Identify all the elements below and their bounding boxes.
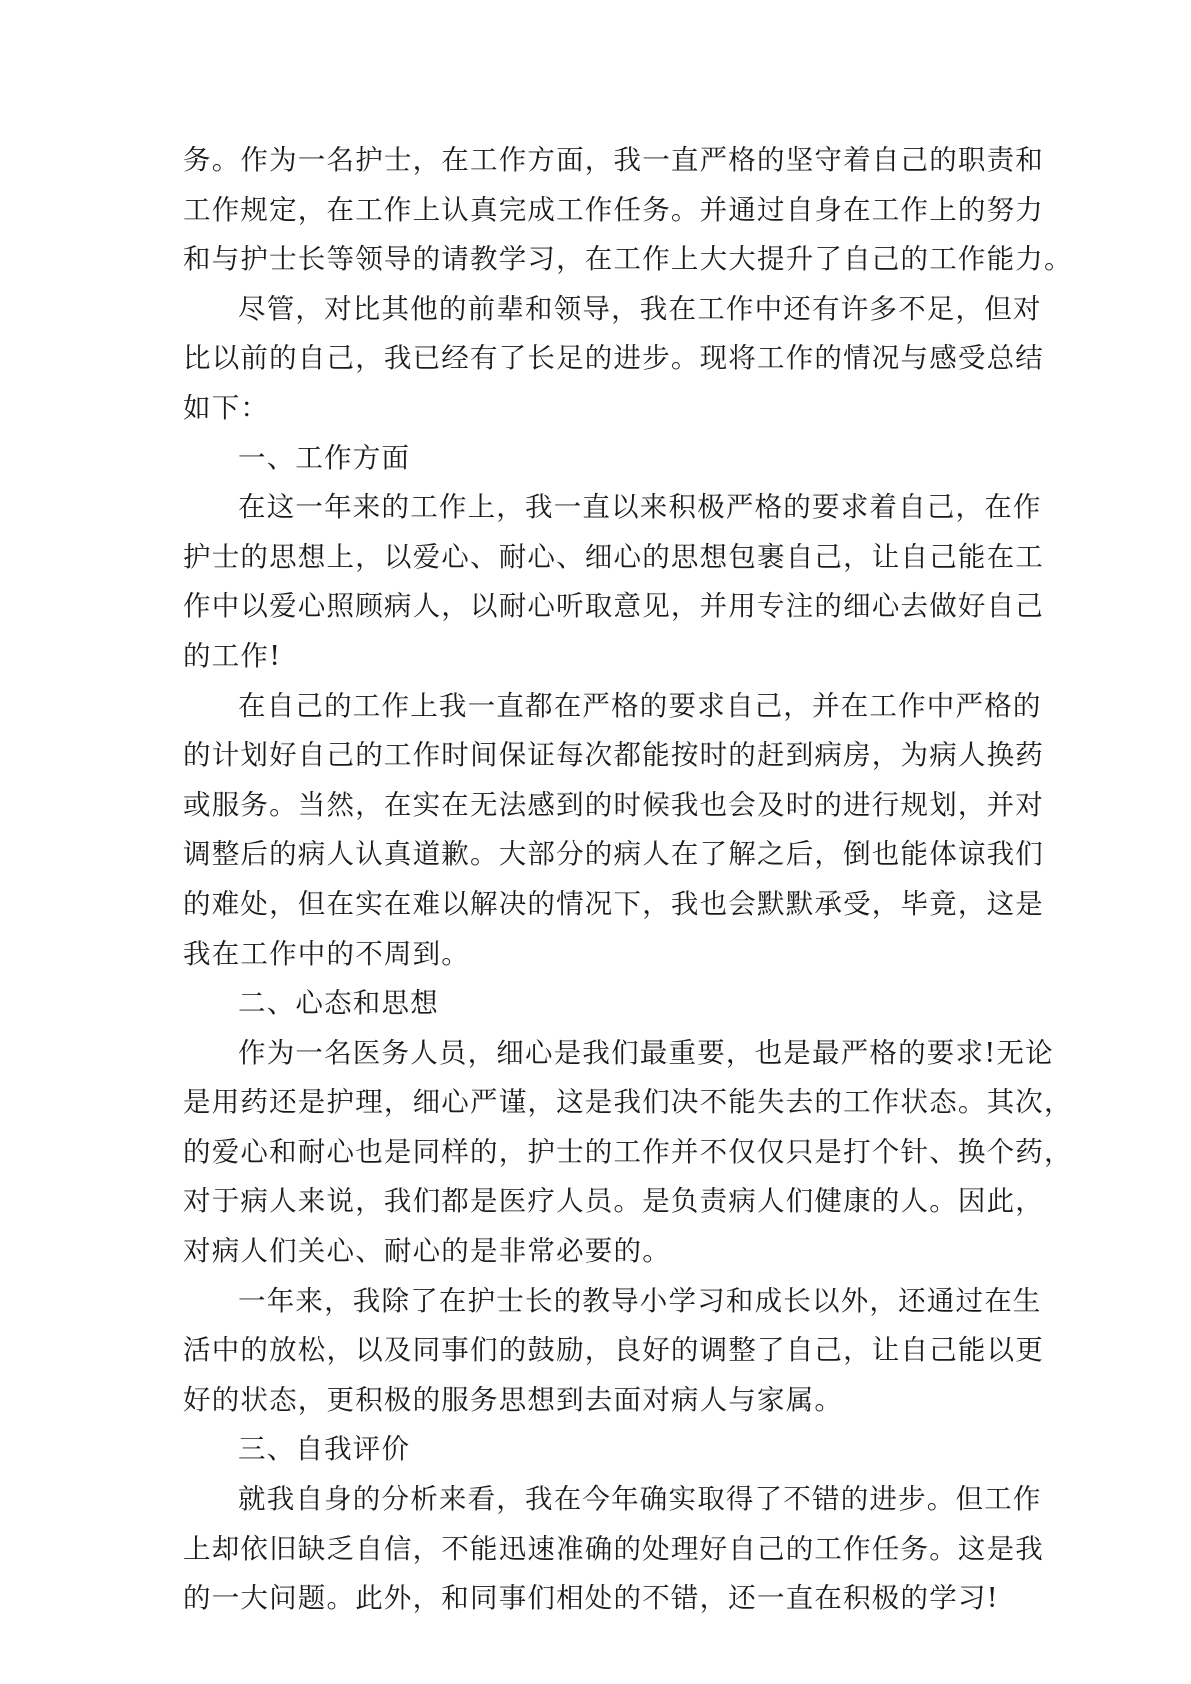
text-line: 的工作! bbox=[183, 639, 282, 672]
text-line: 是用药还是护理，细心严谨，这是我们决不能失去的工作状态。其次， bbox=[183, 1086, 1073, 1119]
text-line: 的爱心和耐心也是同样的，护士的工作并不仅仅只是打个针、换个药， bbox=[183, 1135, 1073, 1168]
text-line: 的一大问题。此外，和同事们相处的不错，还一直在积极的学习! bbox=[183, 1582, 999, 1615]
text-line: 一年来，我除了在护士长的教导小学习和成长以外，还通过在生 bbox=[238, 1284, 1042, 1317]
text-line: 的计划好自己的工作时间保证每次都能按时的赶到病房，为病人换药 bbox=[183, 739, 1044, 772]
text-line: 如下： bbox=[183, 391, 270, 424]
text-line: 的难处，但在实在难以解决的情况下，我也会默默承受，毕竟，这是 bbox=[183, 887, 1044, 920]
text-line: 活中的放松，以及同事们的鼓励，良好的调整了自己，让自己能以更 bbox=[183, 1334, 1044, 1367]
text-line: 二、心态和思想 bbox=[238, 987, 439, 1020]
text-line: 好的状态，更积极的服务思想到去面对病人与家属。 bbox=[183, 1383, 844, 1416]
text-line: 作中以爱心照顾病人，以耐心听取意见，并用专注的细心去做好自己 bbox=[183, 590, 1044, 623]
text-line: 或服务。当然，在实在无法感到的时候我也会及时的进行规划，并对 bbox=[183, 788, 1044, 821]
text-line: 一、工作方面 bbox=[238, 441, 411, 474]
text-line: 务。作为一名护士，在工作方面，我一直严格的坚守着自己的职责和 bbox=[183, 144, 1044, 176]
text-line: 工作规定，在工作上认真完成工作任务。并通过自身在工作上的努力 bbox=[183, 193, 1044, 226]
text-line: 尽管，对比其他的前辈和领导，我在工作中还有许多不足，但对 bbox=[238, 292, 1042, 325]
text-line: 在这一年来的工作上，我一直以来积极严格的要求着自己，在作 bbox=[238, 491, 1042, 524]
text-line: 作为一名医务人员，细心是我们最重要，也是最严格的要求!无论 bbox=[238, 1036, 1054, 1069]
text-line: 在自己的工作上我一直都在严格的要求自己，并在工作中严格的 bbox=[238, 689, 1042, 722]
text-line: 护士的思想上，以爱心、耐心、细心的思想包裹自己，让自己能在工 bbox=[183, 540, 1044, 573]
document-body bbox=[183, 136, 1073, 1624]
text-line: 对病人们关心、耐心的是非常必要的。 bbox=[183, 1235, 671, 1268]
text-line: 和与护士长等领导的请教学习，在工作上大大提升了自己的工作能力。 bbox=[183, 243, 1073, 276]
text-line: 对于病人来说，我们都是医疗人员。是负责病人们健康的人。因此， bbox=[183, 1185, 1044, 1218]
text-line: 调整后的病人认真道歉。大部分的病人在了解之后，倒也能体谅我们 bbox=[183, 838, 1044, 871]
text-line: 就我自身的分析来看，我在今年确实取得了不错的进步。但工作 bbox=[238, 1483, 1042, 1516]
text-line: 上却依旧缺乏自信，不能迅速准确的处理好自己的工作任务。这是我 bbox=[183, 1532, 1044, 1565]
text-line: 比以前的自己，我已经有了长足的进步。现将工作的情况与感受总结 bbox=[183, 342, 1044, 375]
text-line: 三、自我评价 bbox=[238, 1433, 411, 1466]
text-line: 我在工作中的不周到。 bbox=[183, 937, 470, 970]
